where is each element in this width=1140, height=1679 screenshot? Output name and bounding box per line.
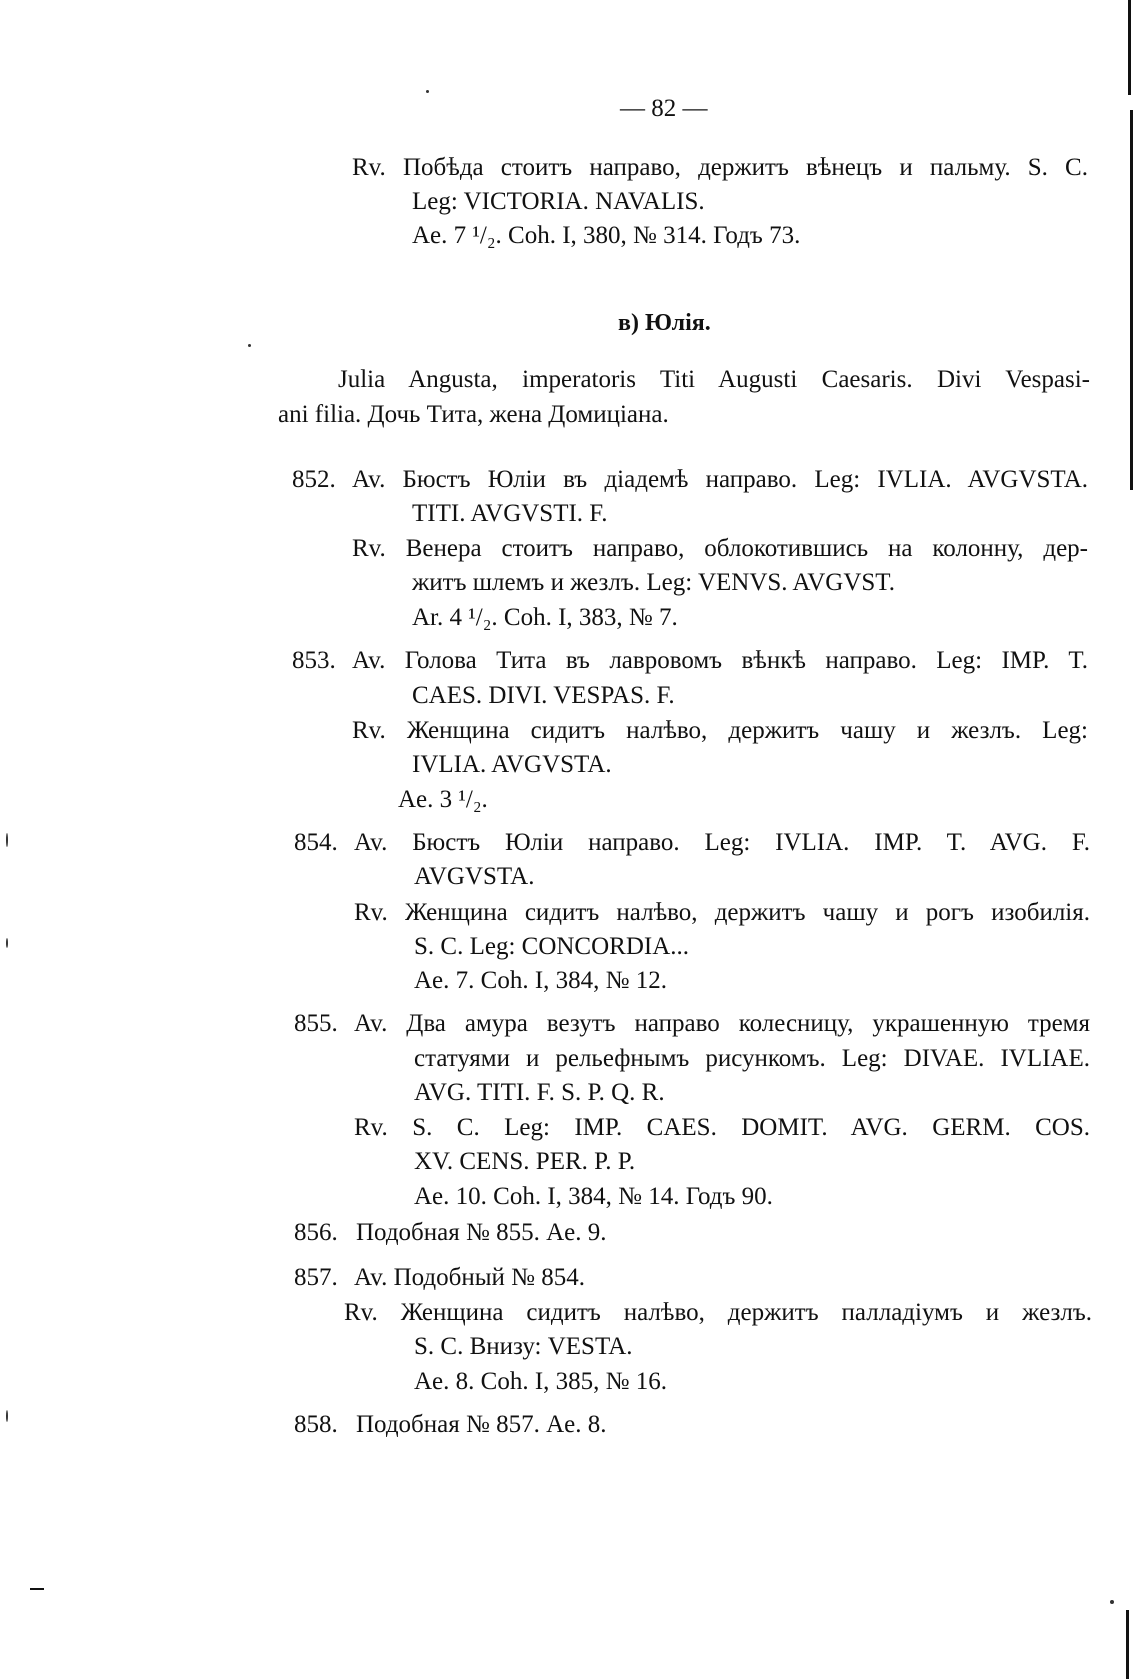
entry-line: Rv. Венера стоитъ направо, облокотившись на колонну, дер- [352,535,1088,562]
section-heading: в) Юлія. [618,310,711,336]
entry-line: AVGVSTA. [414,863,535,890]
entry-line: XV. CENS. PER. P. P. [414,1148,636,1175]
entry-line: Av. Подобный № 854. [354,1264,586,1291]
scan-speck [6,833,8,847]
entry-line: CAES. DIVI. VESPAS. F. [412,682,675,709]
entry-number: 856. [294,1219,338,1246]
entry-line: Av. Два амура везутъ направо колесницу, украшенную тремя [354,1010,1090,1037]
page-number: — 82 — [620,95,708,122]
intro-line: Leg: VICTORIA. NAVALIS. [412,188,705,215]
scan-speck [1110,1600,1114,1604]
description-line: ani filia. Дочь Тита, жена Домиціана. [278,401,669,428]
entry-line: S. C. Leg: CONCORDIA... [414,933,690,960]
entry-line: Ae. 7. Coh. I, 384, № 12. [414,967,668,994]
scan-edge-line [1126,1610,1129,1679]
entry-line: Ae. 10. Coh. I, 384, № 14. Годъ 90. [414,1183,773,1210]
entry-number: 852. [292,466,336,493]
entry-number: 854. [294,829,338,856]
entry-line: Av. Бюстъ Юліи въ діадемѣ направо. Leg: IVLIA. AVGVSTA. [352,466,1088,493]
intro-line: Ae. 7 ¹/₂. Coh. I, 380, № 314. Годъ 73. [412,222,801,249]
description-line: Julia Angusta, imperatoris Titi Augusti Caesaris. Divi Vespasi- [338,366,1090,393]
entry-line: Rv. Женщина сидитъ налѣво, держитъ чашу и жезлъ. Leg: [352,717,1088,744]
scan-edge-line [1128,0,1131,95]
entry-line: Rv. Женщина сидитъ налѣво, держитъ чашу и рогъ изобилія. [354,899,1090,926]
entry-number: 853. [292,647,336,674]
entry-line: статуями и рельефнымъ рисункомъ. Leg: DIVAE. IVLIAE. [414,1045,1090,1072]
entry-line: Rv. S. C. Leg: IMP. CAES. DOMIT. AVG. GERM. COS. [354,1114,1090,1141]
entry-line: Подобная № 857. Ae. 8. [356,1411,607,1438]
entry-number: 855. [294,1010,338,1037]
entry-number: 857. [294,1264,338,1291]
entry-line: IVLIA. AVGVSTA. [412,751,612,778]
scan-speck [248,344,251,347]
entry-number: 858. [294,1411,338,1438]
entry-line: Av. Бюстъ Юліи направо. Leg: IVLIA. IMP. T. AVG. F. [354,829,1090,856]
entry-line: S. C. Внизу: VESTA. [414,1333,633,1360]
scan-edge-line [1130,110,1133,490]
entry-line: Av. Голова Тита въ лавровомъ вѣнкѣ направо. Leg: IMP. T. [352,647,1088,674]
entry-line: Ar. 4 ¹/₂. Coh. I, 383, № 7. [412,604,678,631]
scan-edge-line [30,1588,44,1590]
intro-line: Rv. Побѣда стоитъ направо, держитъ вѣнецъ и пальму. S. C. [352,154,1088,181]
entry-line: TITI. AVGVSTI. F. [412,500,608,527]
entry-line: Ae. 3 ¹/₂. [398,786,488,813]
entry-line: житъ шлемъ и жезлъ. Leg: VENVS. AVGVST. [412,569,895,596]
scan-speck [6,938,8,948]
entry-line: Rv. Женщина сидитъ налѣво, держитъ палладіумъ и жезлъ. [344,1299,1092,1326]
scan-speck [426,90,429,93]
entry-line: Ae. 8. Coh. I, 385, № 16. [414,1368,668,1395]
entry-line: AVG. TITI. F. S. P. Q. R. [414,1079,665,1106]
entry-line: Подобная № 855. Ae. 9. [356,1219,607,1246]
scan-speck [6,1410,8,1422]
